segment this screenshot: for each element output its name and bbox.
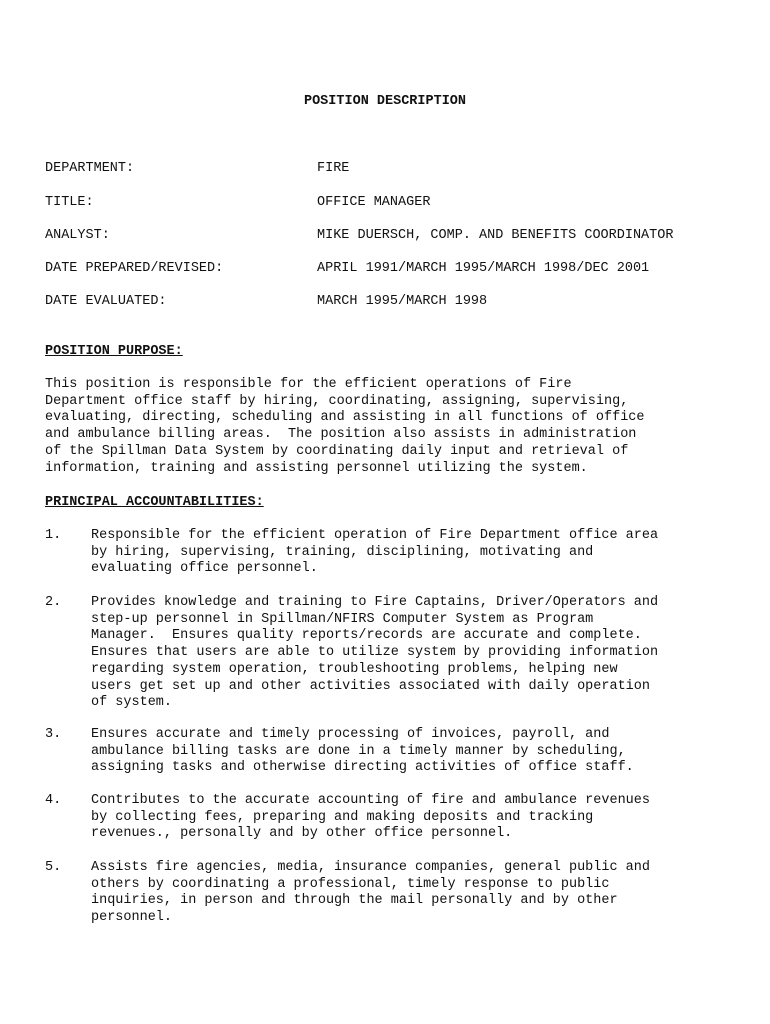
purpose-text: This position is responsible for the efficient operations of Fire Department office staff by hiring, coordinating, assigning, supervising, evaluating, directing, scheduling and assisting in all functions of office and ambulance billing areas. The position also assists in administration of the Spillman Data System by coordinating daily input and retrieval of information, training and assisting personnel utilizing the system. [45, 377, 645, 476]
field-label: DATE PREPARED/REVISED: [45, 261, 224, 276]
item-text: Responsible for the efficient operation of Fire Department office area by hiring, supervising, training, disciplining, motivating and evaluating office personnel. [91, 528, 659, 577]
field-value: FIRE [317, 161, 350, 176]
field-value: OFFICE MANAGER [317, 195, 431, 210]
accountabilities-heading: PRINCIPAL ACCOUNTABILITIES: [45, 495, 264, 510]
item-number: 1. [45, 528, 62, 543]
item-text: Ensures accurate and timely processing of invoices, payroll, and ambulance billing tasks are done in a timely manner by scheduling, assigning tasks and otherwise directing activities of office staff. [91, 727, 634, 776]
item-number: 5. [45, 860, 62, 875]
field-value: APRIL 1991/MARCH 1995/MARCH 1998/DEC 2001 [317, 261, 650, 276]
item-text: Assists fire agencies, media, insurance companies, general public and others by coordinating a professional, timely response to public inquiries, in person and through the mail personally and by other personnel. [91, 860, 650, 926]
item-number: 2. [45, 595, 62, 610]
field-value: MARCH 1995/MARCH 1998 [317, 294, 488, 309]
field-label: DEPARTMENT: [45, 161, 135, 176]
item-number: 4. [45, 793, 62, 808]
item-number: 3. [45, 727, 62, 742]
field-value: MIKE DUERSCH, COMP. AND BENEFITS COORDINATOR [317, 228, 674, 243]
field-label: DATE EVALUATED: [45, 294, 167, 309]
field-label: ANALYST: [45, 228, 110, 243]
field-label: TITLE: [45, 195, 94, 210]
item-text: Contributes to the accurate accounting of fire and ambulance revenues by collecting fees, preparing and making deposits and tracking revenues., personally and by other office personnel. [91, 793, 650, 842]
purpose-heading: POSITION PURPOSE: [45, 344, 183, 359]
document-title: POSITION DESCRIPTION [303, 94, 467, 109]
item-text: Provides knowledge and training to Fire Captains, Driver/Operators and step-up personnel in Spillman/NFIRS Computer System as Program Manager. Ensures quality reports/records are accurate and complete. Ensures that users are able to utilize system by providing information regarding system operation, troubleshooting problems, helping new users get set up and other activities associated with daily operation of system. [91, 595, 659, 711]
